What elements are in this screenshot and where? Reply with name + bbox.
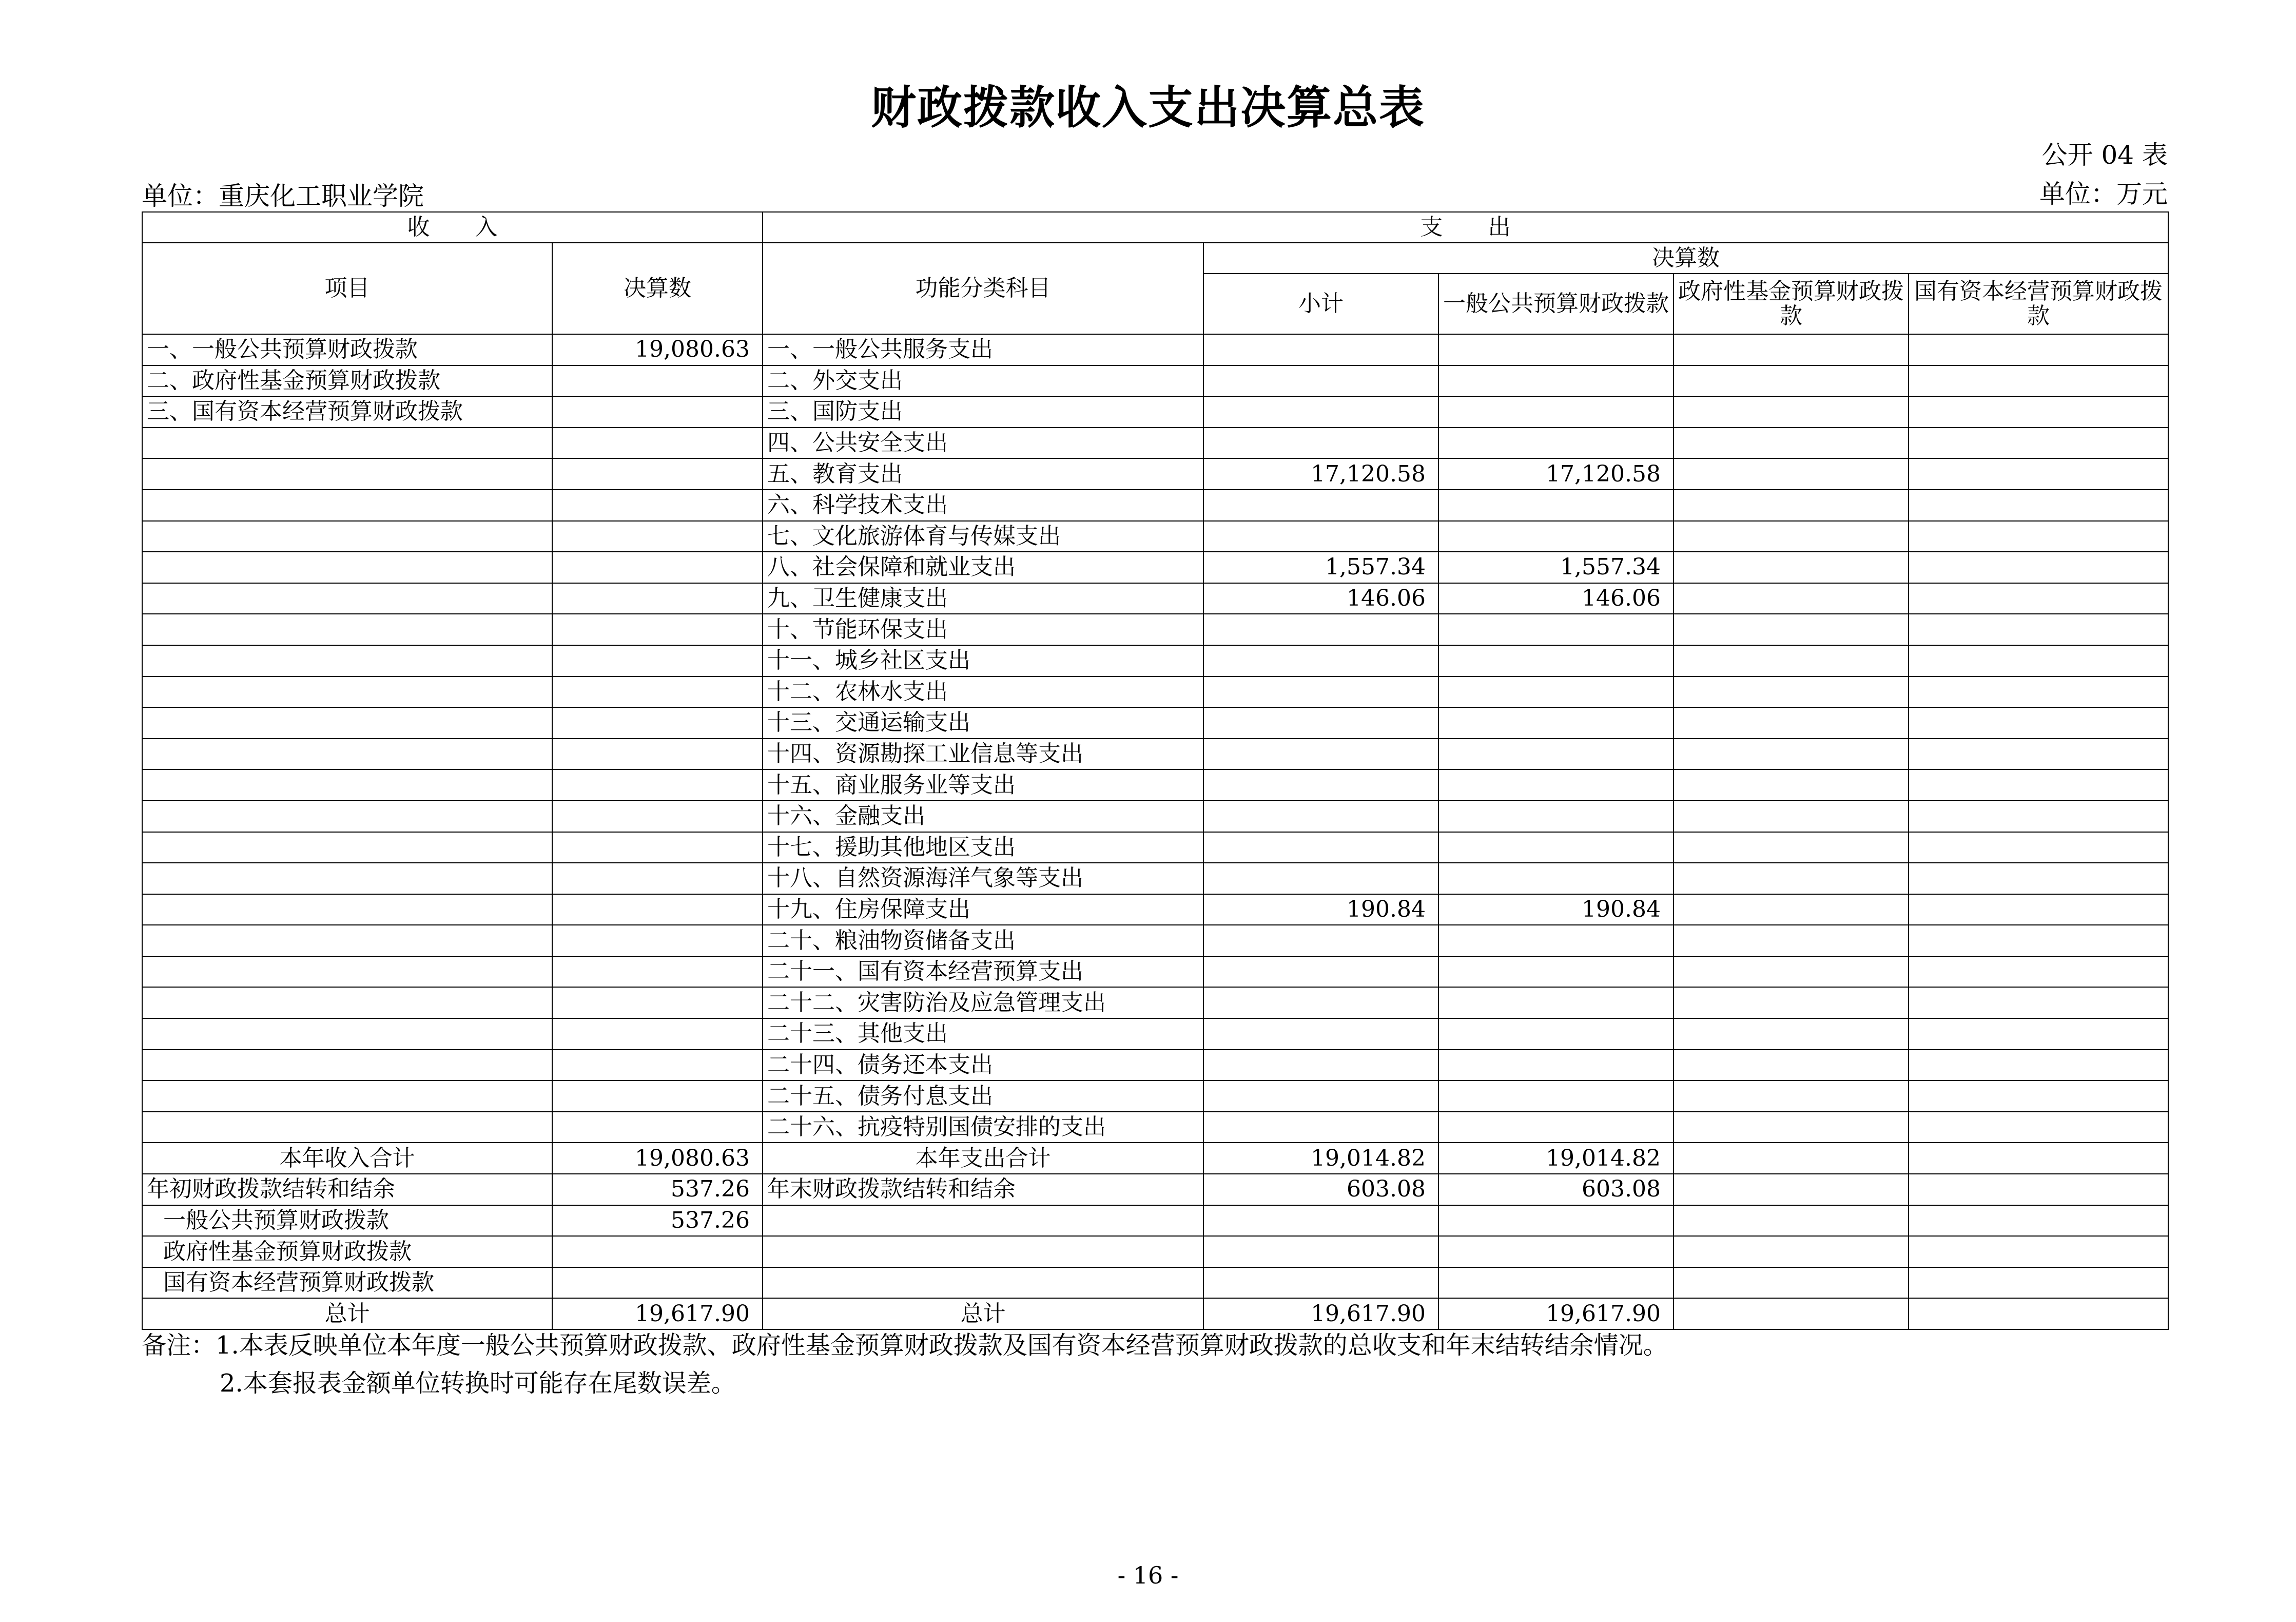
income-amount [552,894,763,925]
expense-category: 十三、交通运输支出 [763,707,1203,739]
table-row [142,1080,2168,1112]
expense-category: 八、社会保障和就业支出 [763,552,1203,583]
expense-capital [1909,645,2168,677]
table-row [142,428,2168,459]
expense-fund [1674,956,1909,988]
income-item [142,645,552,677]
expense-subtotal [1203,677,1438,708]
income-amount [552,1080,763,1112]
year-income-value: 19,080.63 [552,1143,763,1174]
income-item [142,863,552,894]
expense-category: 二、外交支出 [763,365,1203,397]
expense-category: 九、卫生健康支出 [763,583,1203,614]
expense-category: 十九、住房保障支出 [763,894,1203,925]
year-expense-subtotal: 19,014.82 [1203,1143,1438,1174]
income-amount [552,832,763,863]
expense-general [1438,396,1674,428]
income-item: 一、一般公共预算财政拨款 [142,334,552,365]
expense-fund [1674,987,1909,1018]
item-header: 项目 [142,243,552,334]
expense-subtotal [1203,707,1438,739]
expense-general [1438,677,1674,708]
expense-general [1438,1018,1674,1050]
table-row [142,645,2168,677]
table-row [142,801,2168,832]
expense-capital [1909,863,2168,894]
income-item [142,490,552,521]
table-row [142,396,2168,428]
expense-subtotal: 190.84 [1203,894,1438,925]
table-row [142,614,2168,645]
expense-category: 二十五、债务付息支出 [763,1080,1203,1112]
income-item [142,677,552,708]
expense-capital [1909,832,2168,863]
expense-fund [1674,490,1909,521]
year-total-row [142,1143,2168,1174]
table-row [142,1050,2168,1081]
page-title: 财政拨款收入支出决算总表 [870,81,1425,134]
budget-table [142,211,2169,1330]
expense-fund [1674,552,1909,583]
expense-general [1438,521,1674,552]
reporting-unit: 单位：重庆化工职业学院 [142,181,424,211]
income-item [142,987,552,1018]
expense-category: 二十二、灾害防治及应急管理支出 [763,987,1203,1018]
expense-general [1438,365,1674,397]
income-item [142,583,552,614]
table-row [142,739,2168,770]
income-amount [552,739,763,770]
final-header: 决算数 [1203,243,2168,274]
carryover-row [142,1174,2168,1205]
expense-category: 六、科学技术支出 [763,490,1203,521]
expense-fund [1674,832,1909,863]
expense-category: 十五、商业服务业等支出 [763,769,1203,801]
table-row [142,956,2168,988]
income-amount [552,490,763,521]
expense-fund [1674,801,1909,832]
expense-general [1438,428,1674,459]
expense-fund [1674,769,1909,801]
expense-capital [1909,894,2168,925]
table-row [142,334,2168,365]
expense-fund [1674,334,1909,365]
income-amount [552,458,763,490]
expense-capital [1909,739,2168,770]
expense-capital [1909,801,2168,832]
expense-subtotal [1203,1018,1438,1050]
expense-fund [1674,365,1909,397]
expense-subtotal [1203,428,1438,459]
begin-carryover-label: 年初财政拨款结转和结余 [142,1174,552,1205]
form-number: 公开 04 表 [2041,140,2168,170]
expense-fund [1674,1018,1909,1050]
category-header: 功能分类科目 [763,243,1203,334]
expense-subtotal [1203,334,1438,365]
grand-total-row [142,1298,2168,1329]
income-amount [552,925,763,956]
general-header: 一般公共预算财政拨款 [1438,274,1674,334]
expense-fund [1674,739,1909,770]
income-item [142,801,552,832]
expense-general [1438,1080,1674,1112]
expense-subtotal [1203,925,1438,956]
expense-category: 二十一、国有资本经营预算支出 [763,956,1203,988]
table-row [142,458,2168,490]
begin-general-label: 一般公共预算财政拨款 [142,1205,552,1237]
end-carryover-general: 603.08 [1438,1174,1674,1205]
begin-fund-label: 政府性基金预算财政拨款 [142,1236,552,1267]
expense-subtotal: 1,557.34 [1203,552,1438,583]
year-expense-fund [1674,1143,1909,1174]
expense-subtotal: 17,120.58 [1203,458,1438,490]
expense-general [1438,925,1674,956]
expense-capital [1909,396,2168,428]
expense-fund [1674,677,1909,708]
table-row [142,583,2168,614]
expense-subtotal [1203,863,1438,894]
expense-subtotal [1203,521,1438,552]
expense-capital [1909,1018,2168,1050]
expense-capital [1909,707,2168,739]
expense-general: 1,557.34 [1438,552,1674,583]
income-item [142,707,552,739]
footnote-1: 备注：1.本表反映单位本年度一般公共预算财政拨款、政府性基金预算财政拨款及国有资本经营预算财政拨款的总收支和年末结转结余情况。 [142,1331,1668,1360]
expense-category: 十、节能环保支出 [763,614,1203,645]
income-item [142,769,552,801]
expense-general [1438,645,1674,677]
year-expense-label: 本年支出合计 [763,1143,1203,1174]
expense-category: 一、一般公共服务支出 [763,334,1203,365]
table-row [142,894,2168,925]
expense-fund [1674,645,1909,677]
end-carryover-subtotal: 603.08 [1203,1174,1438,1205]
expense-general: 190.84 [1438,894,1674,925]
expense-category: 十一、城乡社区支出 [763,645,1203,677]
income-amount [552,583,763,614]
expense-category: 十二、农林水支出 [763,677,1203,708]
expense-subtotal [1203,1112,1438,1143]
expense-subtotal [1203,769,1438,801]
expense-subtotal [1203,490,1438,521]
income-amount [552,1050,763,1081]
table-row [142,769,2168,801]
income-item [142,552,552,583]
end-carryover-label: 年末财政拨款结转和结余 [763,1174,1203,1205]
table-row [142,707,2168,739]
grand-total-general: 19,617.90 [1438,1298,1674,1329]
header-row-2 [142,243,2168,274]
income-item [142,1018,552,1050]
expense-capital [1909,365,2168,397]
table-row [142,832,2168,863]
expense-fund [1674,707,1909,739]
expense-general [1438,987,1674,1018]
table-row [142,552,2168,583]
begin-capital-label: 国有资本经营预算财政拨款 [142,1267,552,1299]
expense-category: 十四、资源勘探工业信息等支出 [763,739,1203,770]
expense-category: 五、教育支出 [763,458,1203,490]
expense-subtotal [1203,645,1438,677]
expense-subtotal [1203,396,1438,428]
income-item [142,1080,552,1112]
expense-category: 七、文化旅游体育与传媒支出 [763,521,1203,552]
income-item [142,739,552,770]
income-amount [552,863,763,894]
expense-capital [1909,925,2168,956]
year-expense-capital [1909,1143,2168,1174]
income-item [142,428,552,459]
expense-capital [1909,521,2168,552]
expense-fund [1674,583,1909,614]
expense-general [1438,739,1674,770]
expense-subtotal [1203,801,1438,832]
end-carryover-fund [1674,1174,1909,1205]
expense-capital [1909,583,2168,614]
expense-category: 二十六、抗疫特别国债安排的支出 [763,1112,1203,1143]
expense-subtotal [1203,832,1438,863]
expense-capital [1909,614,2168,645]
grand-total-left-label: 总计 [142,1298,552,1329]
expense-general [1438,769,1674,801]
income-amount [552,428,763,459]
expense-capital [1909,956,2168,988]
income-item [142,925,552,956]
expense-subtotal [1203,739,1438,770]
income-amount [552,707,763,739]
table-row [142,863,2168,894]
expense-fund [1674,863,1909,894]
income-amount [552,987,763,1018]
expense-general [1438,956,1674,988]
expense-general: 146.06 [1438,583,1674,614]
expense-fund [1674,894,1909,925]
expense-capital [1909,334,2168,365]
expense-general [1438,707,1674,739]
income-amount [552,956,763,988]
carryover-fund-row [142,1236,2168,1267]
expense-general [1438,334,1674,365]
subtotal-header: 小计 [1203,274,1438,334]
expense-fund [1674,925,1909,956]
income-item [142,614,552,645]
expense-subtotal [1203,987,1438,1018]
expense-general [1438,832,1674,863]
table-row [142,677,2168,708]
grand-total-income: 19,617.90 [552,1298,763,1329]
header-row-1 [142,212,2168,243]
expense-fund [1674,614,1909,645]
income-header: 收 入 [142,212,763,243]
income-item [142,956,552,988]
currency-unit: 单位：万元 [2039,179,2168,209]
expense-fund [1674,1080,1909,1112]
expense-capital [1909,1080,2168,1112]
expense-category: 四、公共安全支出 [763,428,1203,459]
expense-capital [1909,677,2168,708]
expense-subtotal [1203,1080,1438,1112]
expense-fund [1674,1050,1909,1081]
income-item [142,894,552,925]
income-amount [552,677,763,708]
income-item [142,521,552,552]
table-row [142,1018,2168,1050]
amount-header: 决算数 [552,243,763,334]
table-row [142,365,2168,397]
expense-fund [1674,428,1909,459]
table-row [142,925,2168,956]
expense-fund [1674,458,1909,490]
income-item [142,832,552,863]
expense-category: 三、国防支出 [763,396,1203,428]
expense-fund [1674,396,1909,428]
expense-capital [1909,987,2168,1018]
expense-fund [1674,521,1909,552]
expense-general [1438,614,1674,645]
fund-header: 政府性基金预算财政拨款 [1674,274,1909,334]
table-row [142,490,2168,521]
capital-header: 国有资本经营预算财政拨款 [1909,274,2168,334]
begin-general-value: 537.26 [552,1205,763,1237]
income-amount [552,552,763,583]
income-item [142,1050,552,1081]
expense-capital [1909,1050,2168,1081]
expense-capital [1909,490,2168,521]
income-amount [552,645,763,677]
income-item: 三、国有资本经营预算财政拨款 [142,396,552,428]
expense-subtotal [1203,614,1438,645]
expense-category: 十七、援助其他地区支出 [763,832,1203,863]
expense-subtotal: 146.06 [1203,583,1438,614]
footnote-2: 2.本套报表金额单位转换时可能存在尾数误差。 [220,1369,736,1398]
income-amount [552,614,763,645]
expense-capital [1909,552,2168,583]
expense-general [1438,863,1674,894]
table-row [142,1112,2168,1143]
begin-carryover-value: 537.26 [552,1174,763,1205]
income-amount [552,396,763,428]
expense-capital [1909,1112,2168,1143]
expense-capital [1909,428,2168,459]
year-expense-general: 19,014.82 [1438,1143,1674,1174]
end-carryover-capital [1909,1174,2168,1205]
income-item [142,1112,552,1143]
income-amount [552,769,763,801]
carryover-capital-row [142,1267,2168,1299]
table-row [142,521,2168,552]
expense-capital [1909,458,2168,490]
expense-category: 二十、粮油物资储备支出 [763,925,1203,956]
income-amount [552,801,763,832]
page-number: - 16 - [1117,1561,1179,1589]
carryover-general-row [142,1205,2168,1237]
income-amount: 19,080.63 [552,334,763,365]
expense-fund [1674,1112,1909,1143]
income-item [142,458,552,490]
grand-total-subtotal: 19,617.90 [1203,1298,1438,1329]
income-item: 二、政府性基金预算财政拨款 [142,365,552,397]
expense-general [1438,801,1674,832]
expense-capital [1909,769,2168,801]
expense-general [1438,1112,1674,1143]
income-amount [552,365,763,397]
expense-header: 支 出 [763,212,2168,243]
year-income-label: 本年收入合计 [142,1143,552,1174]
grand-total-right-label: 总计 [763,1298,1203,1329]
income-amount [552,1112,763,1143]
expense-subtotal [1203,1050,1438,1081]
expense-category: 十六、金融支出 [763,801,1203,832]
expense-general: 17,120.58 [1438,458,1674,490]
expense-category: 十八、自然资源海洋气象等支出 [763,863,1203,894]
expense-subtotal [1203,365,1438,397]
income-amount [552,521,763,552]
income-amount [552,1018,763,1050]
expense-category: 二十四、债务还本支出 [763,1050,1203,1081]
expense-subtotal [1203,956,1438,988]
expense-general [1438,1050,1674,1081]
expense-general [1438,490,1674,521]
expense-category: 二十三、其他支出 [763,1018,1203,1050]
table-row [142,987,2168,1018]
